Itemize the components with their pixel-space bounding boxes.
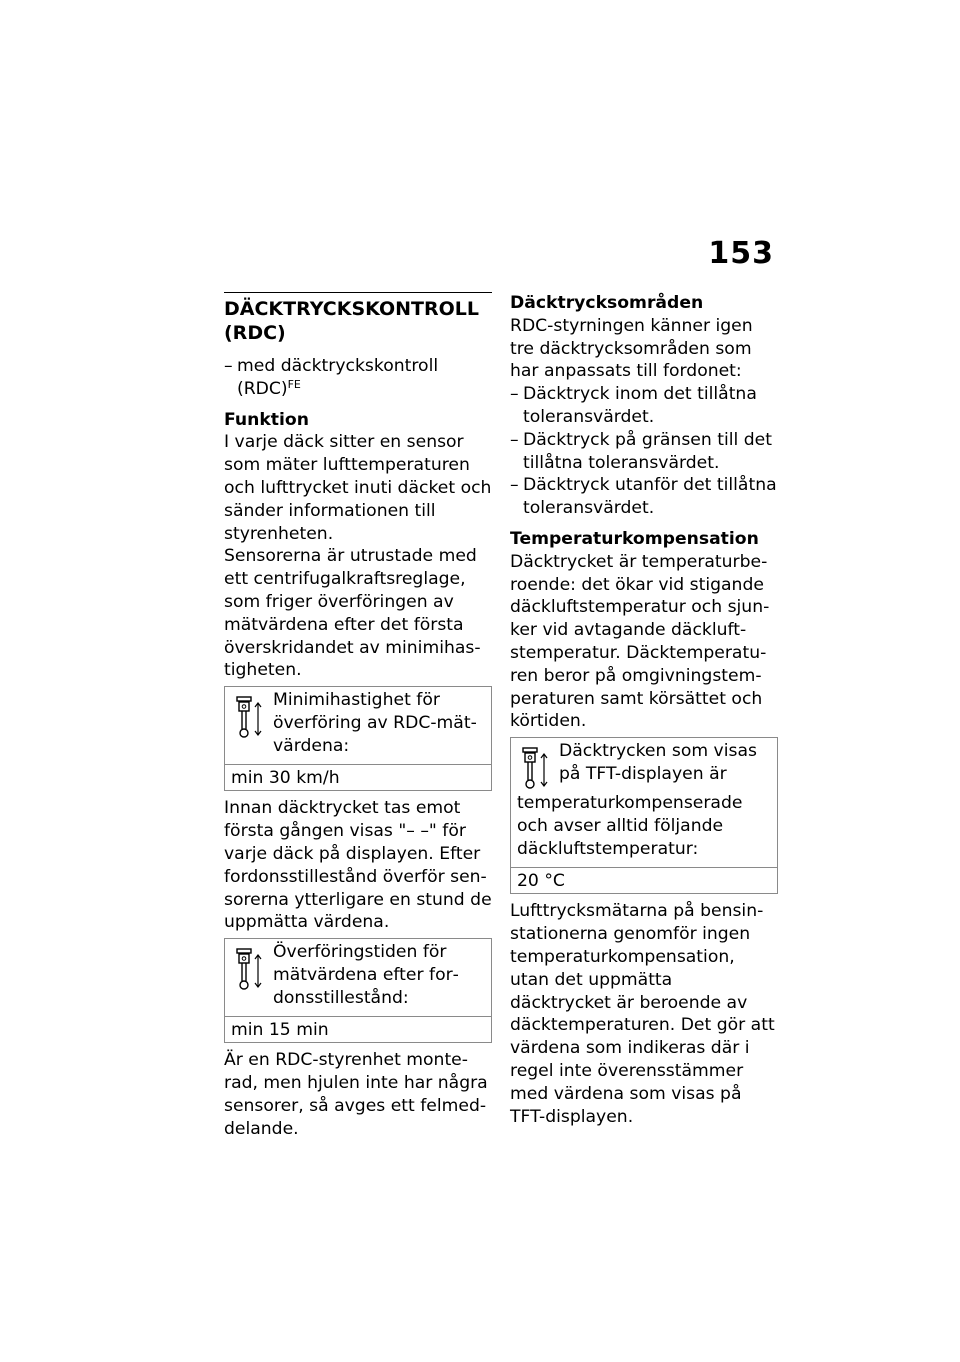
equipment-item (224, 355, 492, 401)
section-rule (224, 292, 492, 293)
list-item: – Däcktryck utanför det tillåtna toleransvärdet. (510, 474, 778, 520)
areas-intro: RDC-styrningen känner igen tre däcktrycksområden som har anpassats till fordonet: (510, 315, 753, 382)
page-number: 153 (708, 236, 774, 271)
equipment-item-sup: FE (287, 377, 301, 391)
section-title (224, 297, 492, 345)
note-reference-temp (510, 737, 778, 894)
note-reference-temp-text: Däcktrycken som visas på TFT-displayen är temperaturkompenserade och avser alltid följande däckluftstemperatur: (517, 741, 757, 859)
note-min-speed (224, 686, 492, 791)
paragraph-error: Är en RDC-styrenhet monterad, men hjulen inte har några sensorer, så avges ett felmeddelande. (224, 1050, 488, 1139)
tire-pressure-gauge-icon (235, 947, 265, 993)
right-column (510, 292, 778, 1128)
equipment-item-text: med däcktryckskontroll (237, 356, 439, 376)
note-reference-temp-value: 20 °C (511, 867, 777, 894)
note-transfer-time-value: min 15 min (225, 1016, 491, 1043)
paragraph-sensor: I varje däck sitter en sensor som mäter lufttemperaturen och lufttrycket inuti däcket och sänder informationen till styrenheten. (224, 432, 492, 544)
section-title-line1: DÄCKTRYCKSKONTROLL (224, 298, 480, 320)
funktion-heading: Funktion (224, 409, 309, 430)
left-column (224, 292, 492, 1141)
paragraph-first-display: Innan däcktrycket tas emot första gången visas "– –" för varje däck på displayen. Efter fordonsstillestånd överför sensorerna ytterligare en stund de uppmätta värdena. (224, 798, 492, 933)
temp-paragraph: Däcktrycket är temperaturberoende: det ökar vid stigande däckluftstemperatur och sjunker vid avtagande däckluftstemperatur. Däcktemperaturen beror på omgivningstemperaturen samt körsättet och körtiden. (510, 551, 770, 732)
note-min-speed-text: Minimihastighet för överföring av RDC-mätvärdena: (273, 690, 477, 756)
temp-heading: Temperaturkompensation (510, 528, 759, 549)
equipment-item-text-b: (RDC) (237, 378, 288, 399)
tire-pressure-gauge-icon (521, 746, 551, 792)
list-item: – Däcktryck på gränsen till det tillåtna toleransvärdet. (510, 429, 778, 475)
list-item: – Däcktryck inom det tillåtna toleransvärdet. (510, 383, 778, 429)
tire-pressure-gauge-icon (235, 695, 265, 741)
note-transfer-time (224, 938, 492, 1043)
note-min-speed-value: min 30 km/h (225, 764, 491, 791)
note-transfer-time-text: Överföringstiden för mätvärdena efter fordonsstillestånd: (273, 942, 459, 1008)
areas-heading: Däcktrycksområden (510, 293, 704, 313)
section-title-line2: (RDC) (224, 322, 286, 344)
final-paragraph: Lufttrycksmätarna på bensinstationerna genomför ingen temperaturkompensation, utan det uppmätta däcktrycket är beroende av däcktemperaturen. Det gör att värdena som indikeras där i regel inte överensstämmer med värdena som visas på TFT-displayen. (510, 901, 775, 1127)
paragraph-centrifugal: Sensorerna är utrustade med ett centrifugalkraftsreglage, som friger överföringen av mätvärdena efter det första överskridandet av minimihastigheten. (224, 546, 481, 681)
